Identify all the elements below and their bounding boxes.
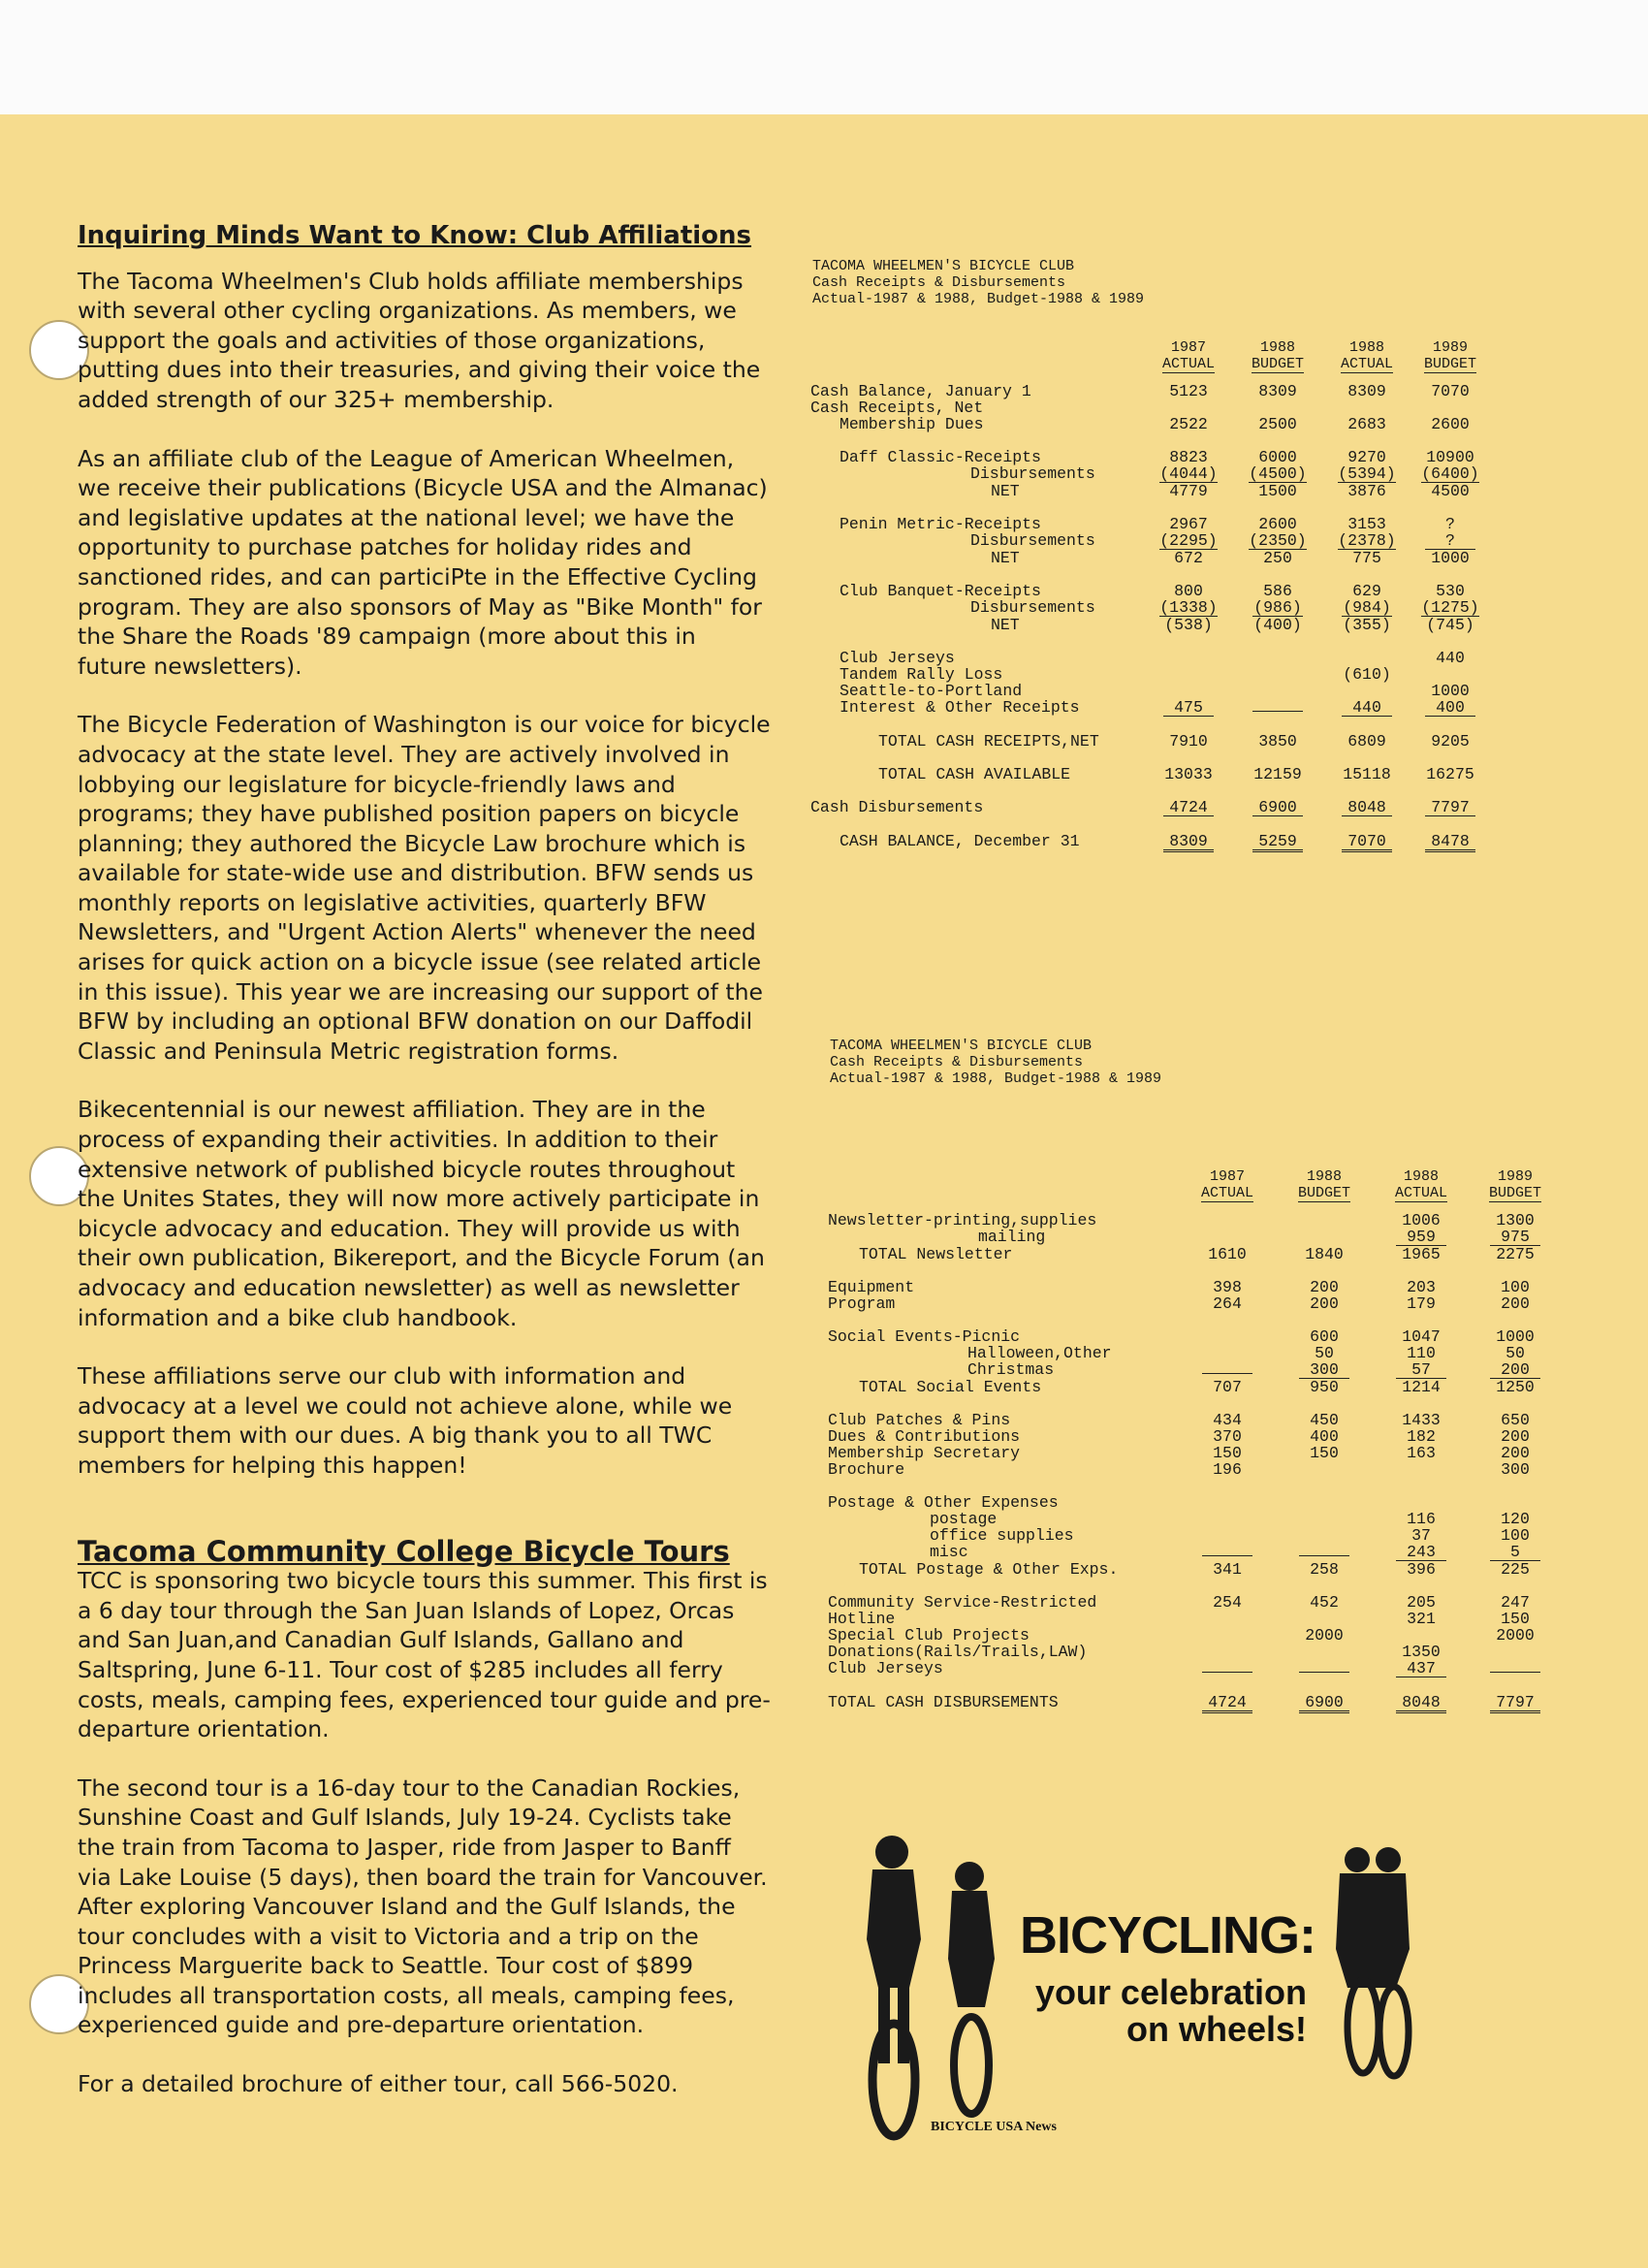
- table-row: office supplies 37 100: [930, 1526, 1530, 1545]
- table-row: Disbursements (2295) (2350) (2378) ?: [810, 532, 1489, 550]
- disbursements-table: [828, 1168, 1561, 1713]
- table-row: Special Club Projects 2000 2000: [828, 1626, 1535, 1645]
- table-row: Cash Balance, January 1 5123 8309 8309 7070: [810, 382, 1470, 400]
- table2-title: TACOMA WHEELMEN'S BICYCLE CLUB: [830, 1038, 1093, 1054]
- table-row: Daff Classic-Receipts 8823 6000 9270 10900: [840, 448, 1474, 466]
- table-row: Disbursements (1338) (986) (984) (1275): [970, 598, 1479, 617]
- table-row: postage 116 120: [930, 1510, 1530, 1528]
- table-row: NET 4779 1500 3876 4500: [991, 482, 1470, 500]
- column-header: 1987 ACTUAL: [1200, 1168, 1253, 1201]
- left-column: [78, 221, 771, 2128]
- table-row: Halloween,Other 50 110 50: [967, 1344, 1525, 1362]
- table-row: Membership Secretary 150 150 163 200: [828, 1444, 1530, 1462]
- table-row: Club Jerseys 437: [828, 1660, 1561, 1677]
- table1-subtitle: Cash Receipts & Disbursements: [812, 274, 1066, 291]
- table-row: Club Jerseys 440: [840, 649, 1465, 667]
- table-row: Newsletter-printing,supplies 1006 1300: [828, 1211, 1535, 1230]
- receipts-table: [810, 339, 1489, 852]
- table-row: Cash Receipts, Net: [810, 399, 984, 417]
- column-header: 1987 ACTUAL: [1161, 339, 1215, 372]
- tours-heading: Tacoma Community College Bicycle Tours: [78, 1534, 730, 1568]
- table-row: Seattle-to-Portland 1000: [840, 682, 1470, 700]
- table-row: Cash Disbursements 4724 6900 8048 7797: [810, 799, 1489, 816]
- table-row: Club Patches & Pins 434 450 1433 650: [828, 1411, 1530, 1429]
- column-header: 1988 ACTUAL: [1340, 339, 1393, 372]
- scan-background: [0, 0, 1648, 114]
- cyclist-figure-left: [867, 1836, 995, 2136]
- table-row: Tandem Rally Loss (610): [840, 665, 1391, 684]
- table2-subtitle: Cash Receipts & Disbursements: [830, 1054, 1084, 1070]
- table-header-row: [828, 1168, 1561, 1212]
- affiliations-heading: Inquiring Minds Want to Know: Club Affiliations: [78, 221, 752, 250]
- table-row: Postage & Other Expenses: [828, 1493, 1059, 1512]
- table-row: NET 672 250 775 1000: [991, 549, 1470, 567]
- table-row: Dues & Contributions 370 400 182 200: [828, 1427, 1530, 1446]
- cyclist-figure-right: [1336, 1847, 1410, 2076]
- column-header: 1988 BUDGET: [1251, 339, 1304, 372]
- column-header: 1988 BUDGET: [1297, 1168, 1350, 1201]
- affiliations-paragraph: The Bicycle Federation of Washington is our voice for bicycle advocacy at the state level. They are actively involved in lobbying our legislature for bicycle-friendly laws and programs; they have published position papers on bicycle planning; they authored the Bicycle Law brochure which is available for state-wide use and distribution. BFW sends us monthly reports on legislative activities, quarterly BFW Newsletters, and "Urgent Action Alerts" whenever the need arises for quick action on a bicycle issue (see related article in this issue). This year we are increasing our support of the BFW by including an optional BFW donation on our Daffodil Classic and Peninsula Metric registration forms.: [78, 711, 771, 1065]
- table-row: Christmas 300 57 200: [828, 1361, 1561, 1379]
- poster-line: on wheels!: [1125, 2009, 1307, 2049]
- affiliations-paragraph: Bikecentennial is our newest affiliation. They are in the process of expanding their activities. In addition to their extensive network of published bicycle routes throughout the Unites States, they will now more actively participate in bicycle advocacy and education. They will provide us with their own publication, Bikereport, and the Bicycle Forum (an advocacy and education newsletter) as well as newsletter information and a bike club handbook.: [78, 1096, 765, 1331]
- poster-title: BICYCLING:: [1020, 1906, 1315, 1965]
- table1-period: Actual-1987 & 1988, Budget-1988 & 1989: [812, 291, 1145, 307]
- table-row: Donations(Rails/Trails,LAW) 1350: [828, 1643, 1441, 1661]
- table-row: Community Service-Restricted 254 452 205 247: [828, 1593, 1530, 1612]
- table-row: Penin Metric-Receipts 2967 2600 3153 ?: [840, 515, 1455, 533]
- table-row: TOTAL CASH RECEIPTS,NET 7910 3850 6809 9205: [878, 732, 1470, 751]
- table-row: Disbursements (4044) (4500) (5394) (6400): [970, 464, 1479, 483]
- table1-title: TACOMA WHEELMEN'S BICYCLE CLUB: [812, 258, 1075, 274]
- table-row: NET (538) (400) (355) (745): [991, 616, 1474, 634]
- affiliations-paragraph: The Tacoma Wheelmen's Club holds affiliate memberships with several other cycling organizations. As members, we support the goals and activities of those organizations, putting dues into their treasuries, and giving their voice the added strength of our 325+ membership.: [78, 267, 761, 413]
- table-row: TOTAL CASH DISBURSEMENTS 4724 6900 8048 7797: [828, 1694, 1561, 1713]
- tours-paragraph: The second tour is a 16-day tour to the Canadian Rockies, Sunshine Coast and Gulf Islands, July 19-24. Cyclists take the train from Tacoma to Jasper, ride from Jasper to Banff via Lake Louise (5 days), then board the train for Vancouver. After exploring Vancouver Island and the Gulf Islands, the tour concludes with a visit to Victoria and a trip on the Princess Marguerite back to Seattle. Tour cost of $899 includes all transportation costs, all meals, camping fees, experienced guide and pre-departure orientation.: [78, 1773, 768, 2039]
- poster-credit: BICYCLE USA News: [931, 2120, 1057, 2134]
- table-row: TOTAL Postage & Other Exps. 341 258 396 225: [859, 1560, 1530, 1579]
- table-row: TOTAL Newsletter 1610 1840 1965 2275: [859, 1245, 1535, 1263]
- table-row: misc 243 5: [828, 1544, 1561, 1561]
- table-row: Equipment 398 200 203 100: [828, 1278, 1530, 1296]
- table-row: mailing 959 975: [828, 1229, 1561, 1246]
- table-row: TOTAL CASH AVAILABLE 13033 12159 15118 16275: [878, 765, 1474, 783]
- table2-header: [830, 1038, 1161, 1087]
- tours-paragraph: For a detailed brochure of either tour, call 566-5020.: [78, 2070, 679, 2098]
- table-header-row: [810, 339, 1489, 383]
- table-row: CASH BALANCE, December 31 8309 5259 7070 8478: [810, 833, 1489, 852]
- tours-paragraph: TCC is sponsoring two bicycle tours this summer. This first is a 6 day tour through the San Juan Islands of Lopez, Orcas and San Juan,and Canadian Gulf Islands, Gallano and Saltspring, June 6-11. Tour cost of $285 includes all ferry costs, meals, camping fees, experienced tour guide and pre-departure orientation.: [78, 1567, 771, 1743]
- table-row: Brochure 196 300: [828, 1460, 1530, 1479]
- table-row: Program 264 200 179 200: [828, 1294, 1530, 1313]
- table2-period: Actual-1987 & 1988, Budget-1988 & 1989: [830, 1070, 1162, 1087]
- poster-subtitle: [1016, 1974, 1307, 2048]
- affiliations-paragraph: These affiliations serve our club with information and advocacy at a level we could not achieve alone, while we support them with our dues. A big thank you to all TWC members for helping this happen!: [78, 1362, 733, 1479]
- column-header: 1989 BUDGET: [1488, 1168, 1541, 1201]
- column-header: 1988 ACTUAL: [1394, 1168, 1447, 1201]
- table-row: Hotline 321 150: [828, 1610, 1530, 1628]
- table-row: Social Events-Picnic 600 1047 1000: [828, 1327, 1535, 1346]
- table1-header: [812, 258, 1144, 307]
- table-row: Club Banquet-Receipts 800 586 629 530: [840, 582, 1465, 600]
- poster-line: your celebration: [1034, 1972, 1307, 2012]
- table-row: Interest & Other Receipts 475 440 400: [810, 699, 1489, 717]
- table-row: TOTAL Social Events 707 950 1214 1250: [859, 1378, 1535, 1396]
- table-row: Membership Dues 2522 2500 2683 2600: [840, 415, 1470, 433]
- affiliations-paragraph: As an affiliate club of the League of American Wheelmen, we receive their publications (Bicycle USA and the Almanac) and legislative updates at the national level; we have the opportunity to purchase patches for holiday rides and sanctioned rides, and can particiPte in the Effective Cycling program. They are also sponsors of May as "Bike Month" for the Share the Roads '89 campaign (more about this in future newsletters).: [78, 444, 768, 680]
- column-header: 1989 BUDGET: [1423, 339, 1476, 372]
